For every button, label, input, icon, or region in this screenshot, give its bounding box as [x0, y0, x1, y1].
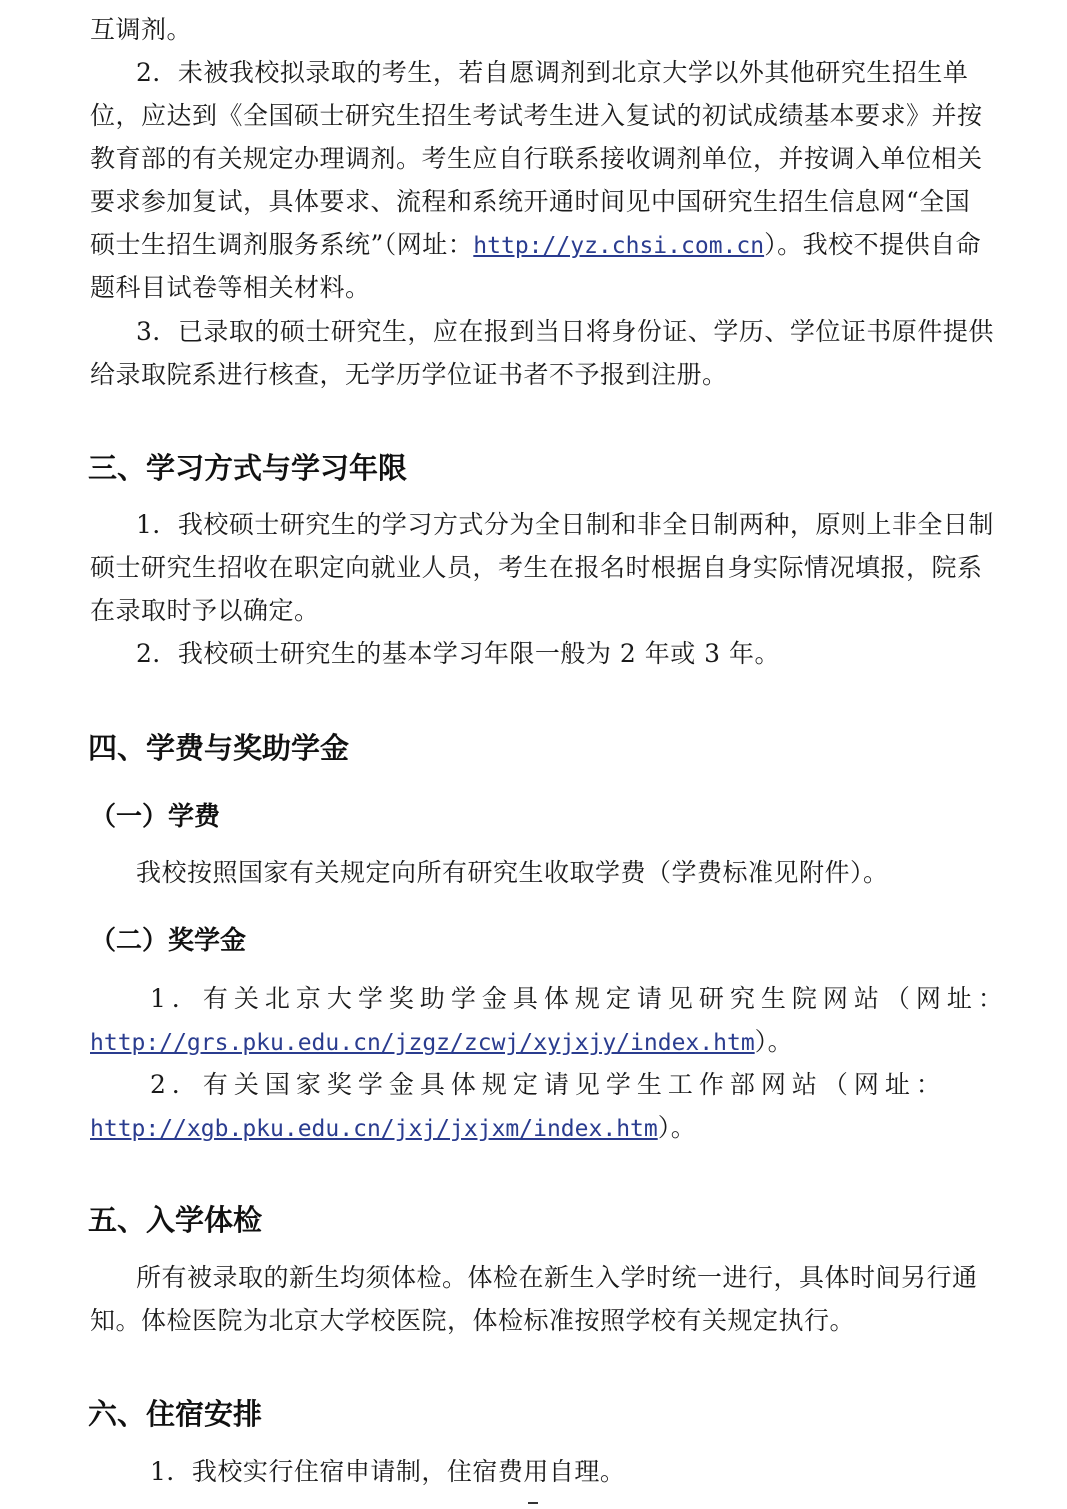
paragraph-line: 2．有关国家奖学金具体规定请见学生工作部网站（网址：: [150, 1070, 947, 1099]
subheading-tuition: （一）学费: [90, 802, 221, 832]
page-number-mark: [528, 1502, 538, 1504]
paragraph-line: 题科目试卷等相关材料。: [90, 273, 371, 302]
paragraph-line: 我校按照国家有关规定向所有研究生收取学费（学费标准见附件）。: [136, 858, 889, 887]
paragraph-line: 给录取院系进行核查，无学历学位证书者不予报到注册。: [90, 360, 728, 389]
paragraph-line: 要求参加复试，具体要求、流程和系统开通时间见中国研究生招生信息网“全国: [90, 187, 971, 216]
grs-link[interactable]: http://grs.pku.edu.cn/jzgz/zcwj/xyjxjy/index.htm: [90, 1030, 755, 1056]
section-heading-study-mode: 三、学习方式与学习年限: [88, 451, 408, 485]
section-heading-physical-exam: 五、入学体检: [88, 1203, 263, 1237]
chsi-link[interactable]: http://yz.chsi.com.cn: [473, 233, 765, 259]
text-segment: ）。: [657, 1113, 697, 1142]
paragraph-line: 2．未被我校拟录取的考生，若自愿调剂到北京大学以外其他研究生招生单: [136, 58, 969, 87]
section-heading-housing: 六、住宿安排: [88, 1397, 263, 1431]
paragraph-line: 互调剂。: [90, 15, 193, 44]
paragraph-line: 硕士研究生招收在职定向就业人员，考生在报名时根据自身实际情况填报，院系: [90, 553, 983, 582]
paragraph-line: 1．我校硕士研究生的学习方式分为全日制和非全日制两种，原则上非全日制: [136, 510, 994, 539]
xgb-link[interactable]: http://xgb.pku.edu.cn/jxj/jxjxm/index.htm: [90, 1116, 658, 1142]
text-segment: ）。: [754, 1027, 794, 1056]
paragraph-line: 3．已录取的硕士研究生，应在报到当日将身份证、学历、学位证书原件提供: [136, 317, 994, 346]
paragraph-line: 2．我校硕士研究生的基本学习年限一般为 2 年或 3 年。: [136, 639, 781, 668]
paragraph-line: [90, 1107, 990, 1149]
text-segment: ）。我校不提供自命: [764, 230, 982, 259]
paragraph-line: [90, 1021, 990, 1063]
paragraph-line: 所有被录取的新生均须体检。体检在新生入学时统一进行，具体时间另行通: [136, 1263, 978, 1292]
paragraph-line: [90, 224, 990, 266]
paragraph-line: 1．我校实行住宿申请制，住宿费用自理。: [150, 1457, 626, 1486]
paragraph-line: 1．有关北京大学奖助学金具体规定请见研究生院网站（网址：: [150, 984, 1009, 1013]
paragraph-line: 知。体检医院为北京大学校医院，体检标准按照学校有关规定执行。: [90, 1306, 856, 1335]
paragraph-line: 在录取时予以确定。: [90, 596, 320, 625]
subheading-scholarship: （二）奖学金: [90, 926, 247, 956]
paragraph-line: 位，应达到《全国硕士研究生招生考试考生进入复试的初试成绩基本要求》并按: [90, 101, 983, 130]
paragraph-line: 教育部的有关规定办理调剂。考生应自行联系接收调剂单位，并按调入单位相关: [90, 144, 983, 173]
text-segment: 硕士生招生调剂服务系统”（网址：: [90, 230, 474, 259]
section-heading-tuition: 四、学费与奖助学金: [88, 731, 350, 765]
